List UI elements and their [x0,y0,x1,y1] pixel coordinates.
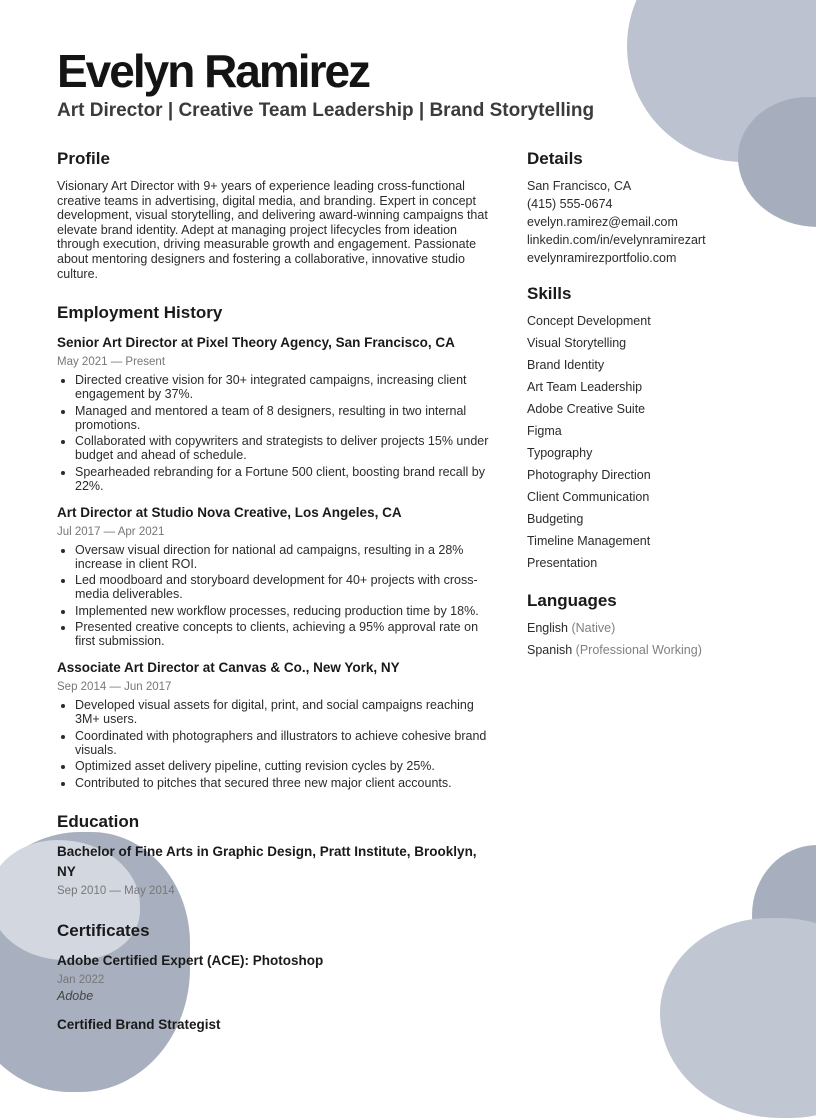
candidate-name: Evelyn Ramirez [57,45,370,97]
profile-heading: Profile [57,149,110,168]
language-level: (Native) [571,621,616,635]
portfolio-link[interactable]: evelynramirezportfolio.com [527,251,677,265]
job-entry [57,503,492,649]
education-section [57,812,492,899]
certificates-heading: Certificates [57,920,150,940]
job-bullet: • Contributed to pitches that secured three new major client accounts. [75,776,492,790]
job-bullet: • Spearheaded rebranding for a Fortune 500 client, boosting brand recall by 22%. [75,465,492,493]
job-title: Art Director at Studio Nova Creative, Los Angeles, CA [57,504,402,520]
linkedin-link[interactable]: linkedin.com/in/evelynramirezart [527,233,706,247]
degree-title: Bachelor of Fine Arts in Graphic Design, Pratt Institute, Brooklyn, NY [57,843,477,879]
employment-heading: Employment History [57,303,223,323]
email-link[interactable]: evelyn.ramirez@email.com [527,215,678,229]
language-name: Spanish [527,643,573,657]
profile-section [57,149,492,281]
skill-item: Brand Identity [527,358,605,372]
phone-text: (415) 555-0674 [527,197,613,211]
job-bullet: • Oversaw visual direction for national ad campaigns, resulting in a 28% increase in client ROI. [75,543,492,571]
job-title: Senior Art Director at Pixel Theory Agency, San Francisco, CA [57,335,455,351]
language-item [527,617,747,639]
job-entry [57,658,492,790]
skills-heading: Skills [527,284,572,303]
language-item [527,639,747,661]
certificate-entry [57,1015,492,1035]
job-bullet: • Led moodboard and storyboard development for 40+ projects with cross-media deliverables. [75,573,492,601]
skills-section [527,284,747,574]
skill-item: Figma [527,424,562,438]
candidate-headline: Art Director | Creative Team Leadership | Brand Storytelling [57,100,595,121]
language-level: (Professional Working) [575,643,702,657]
skill-item: Adobe Creative Suite [527,402,646,416]
skill-item: Budgeting [527,512,584,526]
languages-heading: Languages [527,591,617,610]
job-title: Associate Art Director at Canvas & Co., New York, NY [57,660,400,676]
job-bullet: • Optimized asset delivery pipeline, cutting revision cycles by 25%. [75,759,492,773]
skill-item: Visual Storytelling [527,336,627,350]
job-bullets [57,698,492,790]
job-dates: Sep 2014 — Jun 2017 [57,681,172,694]
job-bullet: • Presented creative concepts to clients, achieving a 95% approval rate on first submission. [75,620,492,648]
skill-item: Timeline Management [527,534,651,548]
profile-summary: Visionary Art Director with 9+ years of experience leading cross-functional creative teams in advertising, digital media, and branding. Expert in concept development, visual storytelling, and delivering award-winning campaigns that elevate brand identity. Adept at managing project lifecycles from ideation through execution, driving measurable growth and engagement. Passionate about mentoring designers and fostering a collaborative, innovative studio culture. [57,179,488,281]
education-heading: Education [57,811,140,831]
location-text: San Francisco, CA [527,179,632,193]
employment-section [57,303,492,790]
education-dates: Sep 2010 — May 2014 [57,884,175,897]
languages-section [527,591,747,661]
main-column [57,149,492,1035]
job-bullet: • Coordinated with photographers and illustrators to achieve cohesive brand visuals. [75,729,492,757]
job-bullet: • Implemented new workflow processes, reducing production time by 18%. [75,604,492,618]
language-name: English [527,621,568,635]
skill-item: Concept Development [527,314,651,328]
job-bullets [57,543,492,649]
certificate-entry [57,951,492,1005]
job-bullet: • Developed visual assets for digital, print, and social campaigns reaching 3M+ users. [75,698,492,726]
job-bullets [57,373,492,493]
job-dates: Jul 2017 — Apr 2021 [57,525,165,538]
certificates-section [57,921,492,1035]
details-heading: Details [527,149,583,168]
job-bullet: • Directed creative vision for 30+ integrated campaigns, increasing client engagement by 37%. [75,373,492,401]
skill-item: Typography [527,446,593,460]
skill-item: Client Communication [527,490,650,504]
details-section [527,149,747,267]
job-dates: May 2021 — Present [57,356,166,369]
certificate-name: Adobe Certified Expert (ACE): Photoshop [57,952,324,968]
certificate-issuer: Adobe [57,988,94,1003]
job-entry [57,333,492,493]
sidebar-column [527,149,747,678]
certificate-date: Jan 2022 [57,973,105,986]
skill-item: Photography Direction [527,468,651,482]
job-bullet: • Collaborated with copywriters and strategists to deliver projects 15% under budget and ahead of schedule. [75,434,492,462]
job-bullet: • Managed and mentored a team of 8 designers, resulting in two internal promotions. [75,404,492,432]
skill-item: Art Team Leadership [527,380,643,394]
skill-item: Presentation [527,556,598,570]
certificate-name: Certified Brand Strategist [57,1016,221,1032]
